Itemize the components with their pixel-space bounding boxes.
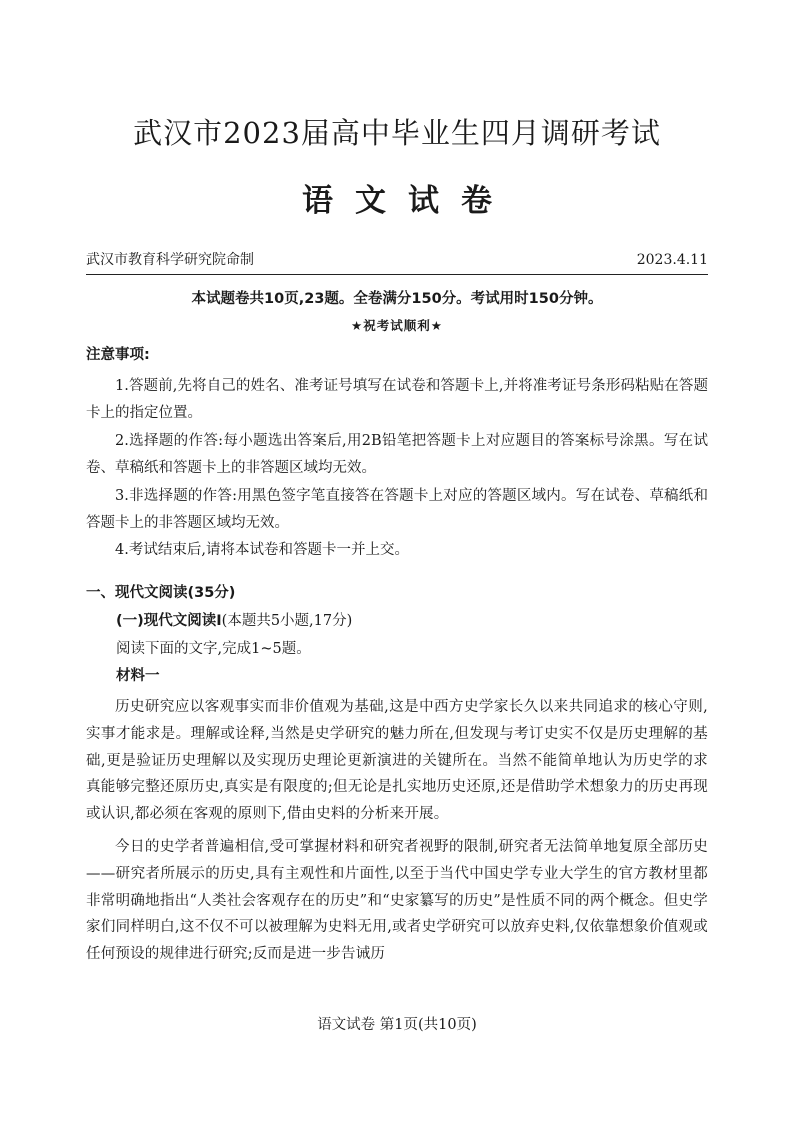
notice-item: 1.答题前,先将自己的姓名、准考证号填写在试卷和答题卡上,并将准考证号条形码粘贴在答题卡上的指定位置。 (86, 378, 708, 422)
issuer-label: 武汉市教育科学研究院命制 (86, 252, 254, 268)
subsection-heading (116, 611, 352, 631)
notice-item: 4.考试结束后,请将本试卷和答题卡一并上交。 (115, 542, 409, 559)
subject-title: 语文试卷 (302, 183, 514, 219)
exam-date: 2023.4.11 (636, 252, 708, 268)
notice-item: 2.选择题的作答:每小题选出答案后,用2B铅笔把答题卡上对应题目的答案标号涂黑。写在试卷、草稿纸和答题卡上的非答题区域均无效。 (86, 432, 708, 477)
notice-heading: 注意事项: (86, 347, 150, 363)
subsection-detail: (本题共5小题,17分) (221, 613, 353, 629)
section-heading: 一、现代文阅读(35分) (86, 585, 236, 601)
exam-title: 武汉市2023届高中毕业生四月调研考试 (133, 116, 661, 150)
notice-list (86, 373, 708, 565)
page-footer: 语文试卷 第1页(共10页) (317, 1017, 477, 1033)
header-divider (86, 274, 708, 275)
reading-instruction: 阅读下面的文字,完成1~5题。 (116, 641, 311, 657)
material-label: 材料一 (116, 668, 160, 684)
notice-item: 3.非选择题的作答:用黑色签字笔直接答在答题卡上对应的答题区域内。写在试卷、草稿纸和答题卡上的非答题区域均无效。 (86, 487, 708, 532)
subsection-title: (一)现代文阅读Ⅰ (116, 613, 222, 629)
passage-paragraph: 今日的史学者普遍相信,受可掌握材料和研究者视野的限制,研究者无法简单地复原全部历史——研究者所展示的历史,具有主观性和片面性,以至于当代中国史学专业大学生的官方教材里都非常明确地指出“人类社会客观存在的历史”和“史家纂写的历史”是性质不同的两个概念。但史学家们同样明白,这不仅不可以被理解为史料无用,或者史学研究可以放弃史料,仅依靠想象价值观或任何预设的规律进行研究;反而是进一步告诫历 (86, 838, 708, 963)
reading-passage (86, 694, 708, 974)
passage-paragraph: 历史研究应以客观事实而非价值观为基础,这是中西方史学家长久以来共同追求的核心守则,实事才能求是。理解或诠释,当然是史学研究的魅力所在,但发现与考订史实不仅是历史理解的基础,更是验证历史理解以及实现历史理论更新演进的关键所在。当然不能简单地认为历史学的求真能够完整还原历史,真实是有限度的;但无论是扎实地历史还原,还是借助学术想象力的历史再现或认识,都必须在客观的原则下,借由史料的分析来开展。 (86, 699, 708, 823)
blessing-text: ★祝考试顺利★ (351, 318, 443, 333)
paper-info: 本试题卷共10页,23题。全卷满分150分。考试用时150分钟。 (191, 291, 603, 307)
